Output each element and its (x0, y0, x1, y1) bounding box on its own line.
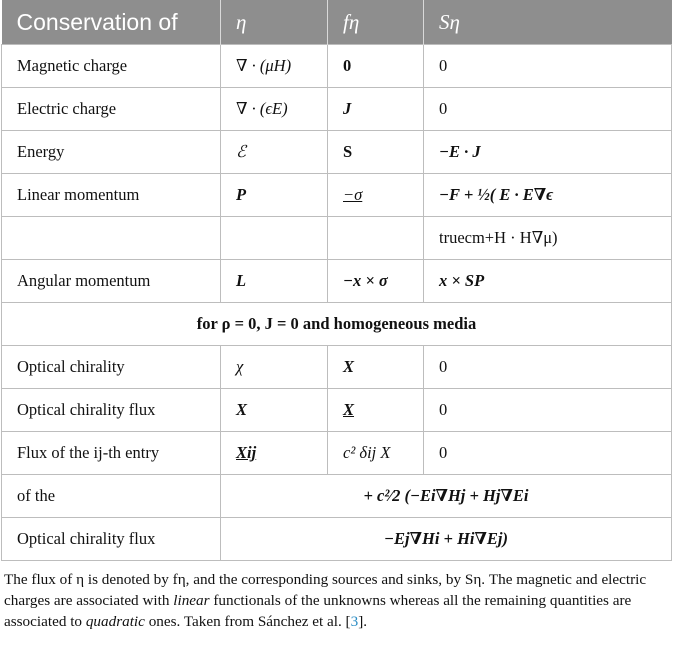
table-row (2, 174, 672, 217)
quantity-name: of the (2, 475, 221, 518)
header-conservation-of: Conservation of (2, 0, 221, 45)
flux-cell: c² δij X (328, 432, 424, 475)
caption-quadratic: quadratic (85, 613, 145, 630)
caption-linear: linear (173, 592, 210, 609)
flux-cell: X (328, 389, 424, 432)
flux-cell: X (328, 346, 424, 389)
table-row (2, 389, 672, 432)
quantity-name (2, 217, 221, 260)
table-row (2, 217, 672, 260)
flux-cell: 0 (328, 45, 424, 88)
caption-text: The flux of η is denoted by fη, and the corresponding sources and sinks, by Sη. The magnetic and electric charges are associated with (4, 571, 647, 609)
source-cell: 0 (424, 432, 672, 475)
eta-cell: ∇ · (ϵE) (221, 88, 328, 131)
eta-cell: X (221, 389, 328, 432)
table-caption (4, 569, 664, 632)
table-span-row (2, 303, 672, 346)
flux-cell: S (328, 131, 424, 174)
flux-expression-cell: −Ej∇Hi + Hi∇Ej) (221, 518, 672, 561)
flux-expression-cell: + c²⁄2 (−Ei∇Hj + Hj∇Ei (221, 475, 672, 518)
quantity-name: Optical chirality flux (2, 518, 221, 561)
table-row (2, 260, 672, 303)
source-cell: x × SP (424, 260, 672, 303)
header-eta: η (221, 0, 328, 45)
source-cell: 0 (424, 88, 672, 131)
source-cell: −E · J (424, 131, 672, 174)
conservation-table (1, 0, 672, 561)
flux-cell: −x × σ (328, 260, 424, 303)
quantity-name: Optical chirality (2, 346, 221, 389)
flux-cell (328, 217, 424, 260)
eta-cell: P (221, 174, 328, 217)
eta-cell (221, 217, 328, 260)
caption-text: ]. (358, 613, 368, 630)
eta-cell: L (221, 260, 328, 303)
caption-text: functionals of the unknowns whereas all the remaining quantities are associated to (4, 592, 632, 630)
quantity-name: Flux of the ij-th entry (2, 432, 221, 475)
table-header-row (2, 0, 672, 45)
table-row (2, 88, 672, 131)
source-cell: 0 (424, 346, 672, 389)
source-cell: truecm+H · H∇μ) (424, 217, 672, 260)
eta-cell: Xij (221, 432, 328, 475)
reference-link[interactable]: 3 (350, 613, 359, 630)
eta-cell: ∇ · (μH) (221, 45, 328, 88)
table-row (2, 475, 672, 518)
table-row (2, 131, 672, 174)
source-cell: −F + ½( E · E∇ϵ (424, 174, 672, 217)
quantity-name: Electric charge (2, 88, 221, 131)
quantity-name: Optical chirality flux (2, 389, 221, 432)
table-row (2, 518, 672, 561)
flux-cell: J (328, 88, 424, 131)
quantity-name: Angular momentum (2, 260, 221, 303)
table-row (2, 346, 672, 389)
quantity-name: Linear momentum (2, 174, 221, 217)
eta-cell: χ (221, 346, 328, 389)
header-sources: Sη (424, 0, 672, 45)
table-row (2, 432, 672, 475)
quantity-name: Energy (2, 131, 221, 174)
quantity-name: Magnetic charge (2, 45, 221, 88)
source-cell: 0 (424, 45, 672, 88)
flux-cell: −σ (328, 174, 424, 217)
eta-cell: ℰ (221, 131, 328, 174)
table-row (2, 45, 672, 88)
caption-text: ones. Taken from Sánchez et al. [ (144, 613, 351, 630)
homogeneous-media-note: for ρ = 0, J = 0 and homogeneous media (2, 303, 672, 346)
header-flux: fη (328, 0, 424, 45)
source-cell: 0 (424, 389, 672, 432)
